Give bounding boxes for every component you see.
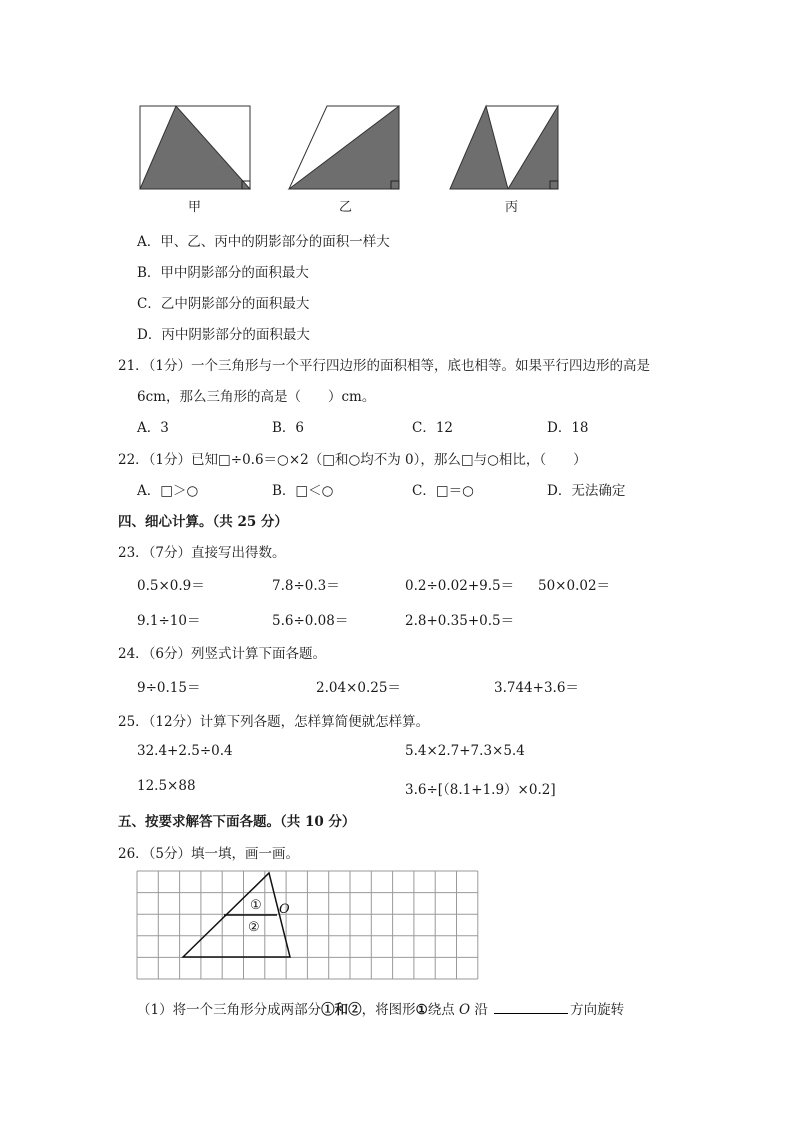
figure-label-yi: 乙 xyxy=(339,200,353,215)
q21-option-d: D．18 xyxy=(547,420,589,436)
figure-jia xyxy=(136,104,256,194)
q26-sub1-part-h: 方向旋转 xyxy=(570,1002,625,1018)
q20-option-a: A．甲、乙、丙中的阴影部分的面积一样大 xyxy=(137,234,390,250)
q21-option-b: B．6 xyxy=(272,420,305,436)
q23-item: 2.8+0.35+0.5＝ xyxy=(405,613,515,629)
q24-item: 9÷0.15＝ xyxy=(137,680,201,696)
q25-item: 32.4+2.5÷0.4 xyxy=(137,743,233,759)
q22-option-c: C．□＝○ xyxy=(412,483,474,499)
q25-text: 25．（12分）计算下列各题，怎样算简便就怎样算。 xyxy=(118,714,430,730)
q26-sub1-part-g: 沿 xyxy=(474,1002,488,1018)
q23-item: 0.5×0.9＝ xyxy=(137,578,205,594)
q21-option-c: C．12 xyxy=(412,420,454,436)
q24-item: 2.04×0.25＝ xyxy=(316,680,401,696)
q20-option-c: C．乙中阴影部分的面积最大 xyxy=(137,296,310,312)
q24-text: 24．（6分）列竖式计算下面各题。 xyxy=(118,646,327,662)
figure-label-bing: 丙 xyxy=(505,200,519,215)
q22-option-a: A．□＞○ xyxy=(137,483,199,499)
q23-item: 9.1÷10＝ xyxy=(137,613,201,629)
q26-sub1-part-c: ，将图形 xyxy=(361,1002,416,1018)
q22-option-d: D．无法确定 xyxy=(547,483,626,499)
q25-item: 12.5×88 xyxy=(137,778,196,794)
q23-item: 50×0.02＝ xyxy=(538,578,611,594)
q20-option-b: B．甲中阴影部分的面积最大 xyxy=(137,265,309,281)
q26-sub1-part-e: 绕点 xyxy=(427,1002,455,1018)
q21-text-line1: 21．（1分）一个三角形与一个平行四边形的面积相等，底也相等。如果平行四边形的高是 xyxy=(118,358,651,374)
q23-item: 0.2÷0.02+9.5＝ xyxy=(405,578,515,594)
answer-blank[interactable] xyxy=(494,999,568,1014)
q21-text-line2: 6cm，那么三角形的高是（ ）cm。 xyxy=(137,389,376,405)
q26-sub1-part-b: ①和② xyxy=(321,1002,362,1018)
q22-text: 22．（1分）已知□÷0.6＝○×2（□和○均不为 0），那么□与○相比，（ ） xyxy=(118,452,587,468)
grid-label-part1: ① xyxy=(250,898,262,913)
q26-sub1-text xyxy=(137,998,624,1018)
q23-text: 23．（7分）直接写出得数。 xyxy=(118,545,286,561)
q24-item: 3.744+3.6＝ xyxy=(494,680,579,696)
figure-label-jia: 甲 xyxy=(188,200,202,215)
q26-text: 26．（5分）填一填，画一画。 xyxy=(118,846,300,862)
q26-grid-figure xyxy=(137,871,482,983)
q23-item: 7.8÷0.3＝ xyxy=(272,578,340,594)
q20-option-d: D．丙中阴影部分的面积最大 xyxy=(137,327,310,343)
q26-sub1-part-a: （1）将一个三角形分成两部分 xyxy=(137,1002,322,1018)
grid-label-point-o: O xyxy=(279,902,290,917)
q25-item: 5.4×2.7+7.3×5.4 xyxy=(405,743,525,759)
q21-option-a: A．3 xyxy=(137,420,169,436)
q26-sub1-part-d: ① xyxy=(415,1002,428,1018)
grid-label-part2: ② xyxy=(248,920,260,935)
figure-yi xyxy=(287,104,407,194)
figure-bing xyxy=(448,104,568,194)
q25-item: 3.6÷[（8.1+1.9）×0.2] xyxy=(405,782,556,798)
q23-item: 5.6÷0.08＝ xyxy=(272,613,349,629)
section4-title: 四、细心计算。（共 25 分） xyxy=(118,514,288,530)
q22-option-b: B．□＜○ xyxy=(272,483,334,499)
q26-sub1-point: O xyxy=(459,1002,471,1018)
section5-title: 五、按要求解答下面各题。（共 10 分） xyxy=(118,814,356,830)
